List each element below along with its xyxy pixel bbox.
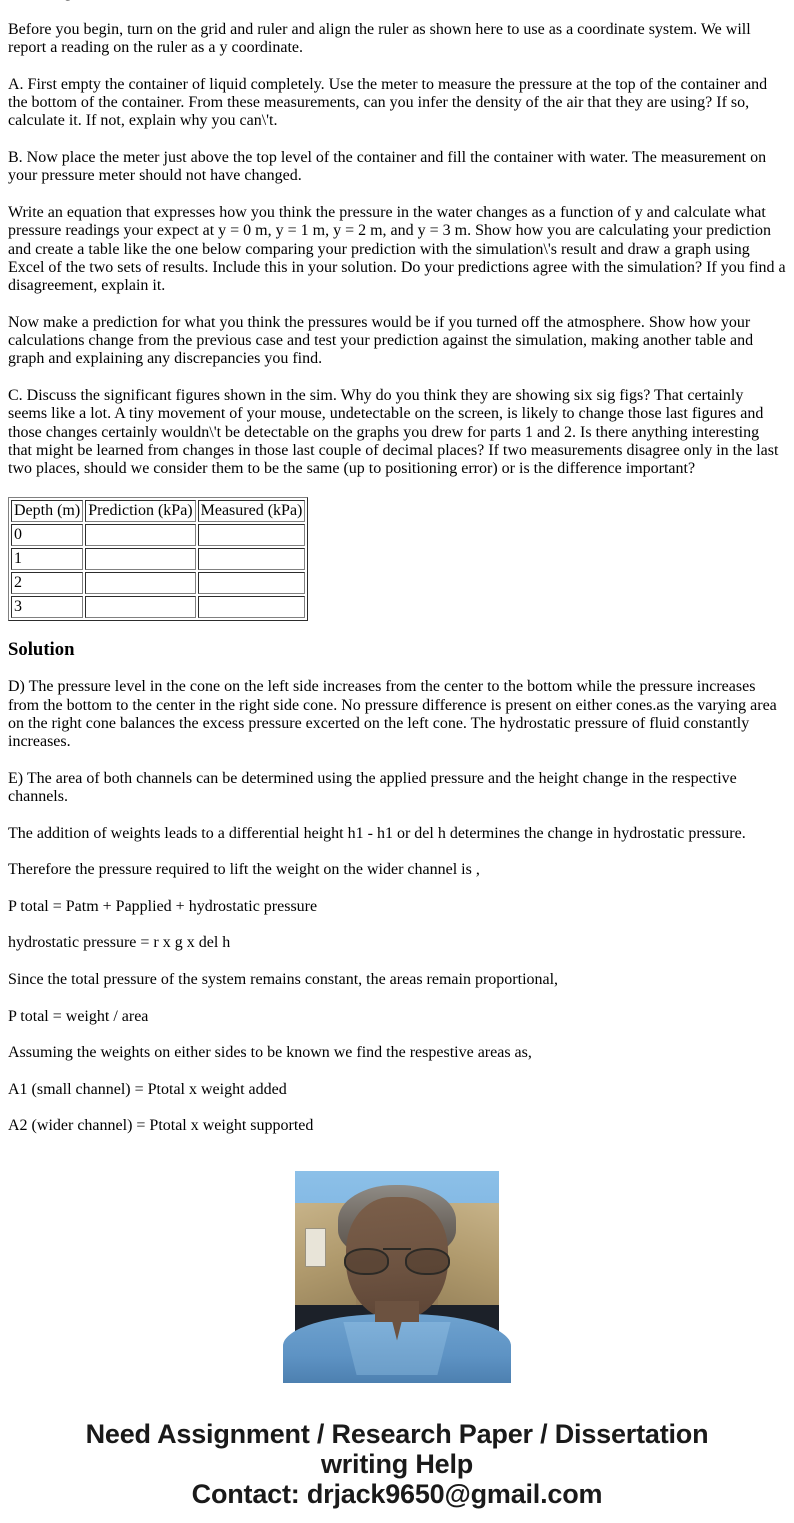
solution-equation-a2: A2 (wider channel) = Ptotal x weight supported xyxy=(8,1117,314,1135)
paragraph-spacer xyxy=(8,1063,786,1081)
avatar-background-switch xyxy=(305,1228,325,1267)
avatar-container xyxy=(8,1171,786,1375)
solution-paragraph-proportional: Since the total pressure of the system remains constant, the areas remain proportional, xyxy=(8,971,559,989)
paragraph-spacer xyxy=(8,880,786,898)
paragraph-spacer xyxy=(8,1099,786,1117)
eyeglasses-icon xyxy=(344,1248,450,1275)
paragraph-spacer xyxy=(8,843,786,861)
paragraph-spacer xyxy=(8,131,786,149)
avatar-lens-left xyxy=(344,1248,389,1275)
paragraph-spacer xyxy=(8,752,786,770)
column-header-depth: Depth (m) xyxy=(11,500,83,522)
solution-paragraph-therefore: Therefore the pressure required to lift the weight on the wider channel is , xyxy=(8,861,480,879)
cell-measured[interactable] xyxy=(198,596,306,618)
solution-heading: Solution xyxy=(8,639,75,661)
solution-paragraph-weights: The addition of weights leads to a differential height h1 - h1 or del h determines the change in hydrostatic pressure. xyxy=(8,824,746,842)
paragraph-spacer xyxy=(8,295,786,313)
cell-prediction[interactable] xyxy=(85,572,195,594)
paragraph-spacer xyxy=(8,186,786,204)
solution-equation-ptotal: P total = Patm + Papplied + hydrostatic pressure xyxy=(8,897,318,915)
paragraph-spacer xyxy=(8,369,786,387)
paragraph-spacer xyxy=(8,1026,786,1044)
promo-line-3: Contact: drjack9650@gmail.com xyxy=(191,1478,603,1509)
paragraph-part-b: B. Now place the meter just above the top level of the container and fill the container with water. The measurement on your pressure meter should not have changed. xyxy=(8,149,767,185)
clipped-top-text xyxy=(8,0,786,2)
cell-depth: 2 xyxy=(11,572,83,594)
depth-prediction-table xyxy=(8,497,308,621)
column-header-prediction: Prediction (kPa) xyxy=(85,500,195,522)
table-header-row xyxy=(11,500,305,522)
cell-prediction[interactable] xyxy=(85,524,195,546)
paragraph-before-you-begin: Before you begin, turn on the grid and ruler and align the ruler as shown here to use as a coordinate system. We will report a reading on the ruler as a y coordinate. xyxy=(8,21,751,57)
cell-measured[interactable] xyxy=(198,548,306,570)
paragraph-part-a: A. First empty the container of liquid completely. Use the meter to measure the pressure at the top of the container and the bottom of the container. From these measurements, can you infer the density of the air that they are using? If so, calculate it. If not, explain why you can\'t. xyxy=(8,75,768,130)
paragraph-spacer xyxy=(8,806,786,824)
solution-equation-weight-area: P total = weight / area xyxy=(8,1007,149,1025)
cell-prediction[interactable] xyxy=(85,548,195,570)
avatar-glasses-bridge xyxy=(383,1248,412,1250)
promo-line-1: Need Assignment / Research Paper / Dissertation xyxy=(85,1418,709,1449)
solution-equation-a1: A1 (small channel) = Ptotal x weight added xyxy=(8,1080,287,1098)
cell-prediction[interactable] xyxy=(85,596,195,618)
promo-footer xyxy=(8,1419,786,1509)
cell-measured[interactable] xyxy=(198,524,306,546)
cell-depth: 3 xyxy=(11,596,83,618)
table-row xyxy=(11,596,305,618)
paragraph-spacer xyxy=(8,916,786,934)
solution-paragraph-assuming: Assuming the weights on either sides to be known we find the respestive areas as, xyxy=(8,1044,532,1062)
table-row xyxy=(11,524,305,546)
clipped-top-paragraph xyxy=(8,0,786,21)
table-spacer xyxy=(8,621,786,639)
avatar xyxy=(295,1171,499,1375)
column-header-measured: Measured (kPa) xyxy=(198,500,306,522)
paragraph-spacer xyxy=(8,660,786,678)
table-row xyxy=(11,548,305,570)
cell-depth: 0 xyxy=(11,524,83,546)
avatar-top-spacer xyxy=(8,1136,786,1171)
paragraph-spacer xyxy=(8,989,786,1007)
paragraph-prediction-no-atmosphere: Now make a prediction for what you think the pressures would be if you turned off the atmosphere. Show how your calculations change from the previous case and test your prediction against the simulation, making another table and graph and explaining any discrepancies you find. xyxy=(8,313,754,368)
paragraph-spacer xyxy=(8,953,786,971)
cell-depth: 1 xyxy=(11,548,83,570)
promo-line-2: writing Help xyxy=(320,1448,474,1479)
solution-paragraph-e: E) The area of both channels can be determined using the applied pressure and the height change in the respective channels. xyxy=(8,769,737,806)
avatar-lens-right xyxy=(405,1248,450,1275)
paragraph-part-c: C. Discuss the significant figures shown in the sim. Why do you think they are showing six sig figs? That certainly seems like a lot. A tiny movement of your mouse, undetectable on the screen, is likely to change those last figures and those changes certainly wouldn\'t be detectable on the graphs you drew for parts 1 and 2. Is there anything interesting that might be learned from changes in those last couple of decimal places? If two measurements disagree only in the last two places, should we consider them to be the same (up to positioning error) or is the difference important? xyxy=(8,386,779,478)
paragraph-spacer xyxy=(8,58,786,76)
paragraph-write-equation: Write an equation that expresses how you think the pressure in the water changes as a function of y and calculate what pressure readings your expect at y = 0 m, y = 1 m, y = 2 m, and y = 3 m. Show how you are calculating your prediction and create a table like the one below comparing your prediction with the simulation\'s result and draw a graph using Excel of the two sets of results. Include this in your solution. Do your predictions agree with the simulation? If you find a disagreement, explain it. xyxy=(8,203,786,295)
table-row xyxy=(11,572,305,594)
cell-measured[interactable] xyxy=(198,572,306,594)
solution-paragraph-d: D) The pressure level in the cone on the left side increases from the center to the bottom while the pressure increases from the bottom to the center in the right side cone. No pressure difference is present on either cones.as the varying area on the right cone balances the excess pressure excerted on the left cone. The hydrostatic pressure of fluid constantly increases. xyxy=(8,678,777,751)
paragraph-spacer xyxy=(8,478,786,496)
solution-equation-hydrostatic: hydrostatic pressure = r x g x del h xyxy=(8,934,231,952)
